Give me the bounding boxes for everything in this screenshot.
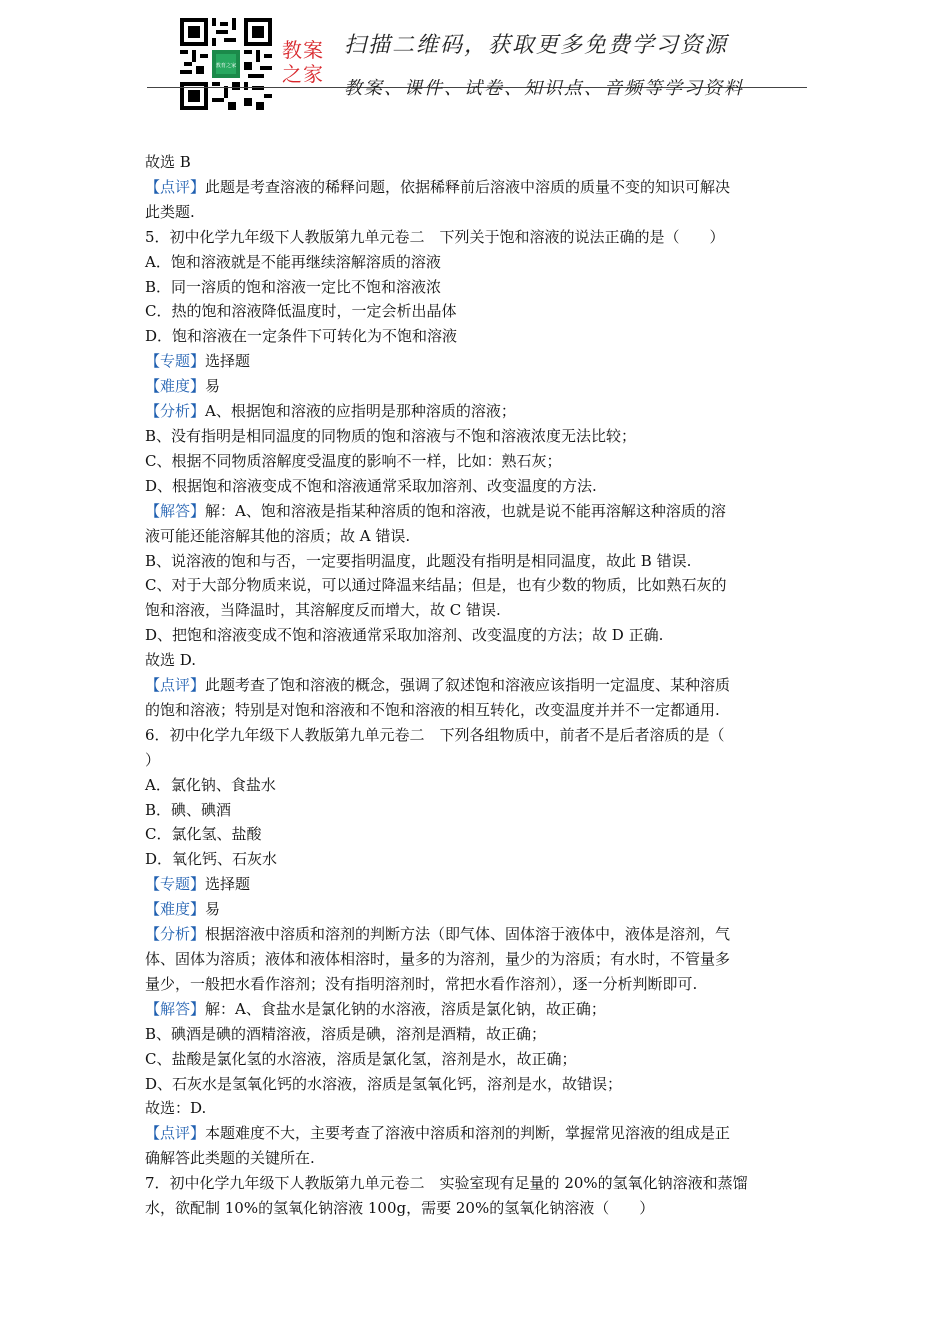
- text-line: [145, 947, 810, 972]
- text-line: [145, 499, 810, 524]
- line-text: 液可能还能溶解其他的溶质；故 A 错误.: [145, 526, 411, 545]
- text-line: [145, 250, 810, 275]
- line-text: 的饱和溶液；特别是对饱和溶液和不饱和溶液的相互转化，改变温度并并不一定都通用.: [145, 700, 720, 719]
- qr-label: 教育之家: [215, 62, 237, 69]
- line-text: B、碘酒是碘的酒精溶液，溶质是碘，溶剂是酒精，故正确；: [145, 1024, 547, 1043]
- text-line: [145, 648, 810, 673]
- text-line: [145, 449, 810, 474]
- line-text: 选择题: [205, 352, 251, 371]
- line-text: 易: [205, 377, 221, 396]
- line-text: B、没有指明是相同温度的同物质的饱和溶液与不饱和溶液浓度无法比较；: [145, 426, 637, 445]
- text-line: [145, 175, 810, 200]
- line-text: 故选：D.: [145, 1099, 207, 1118]
- section-tag: 【专题】: [145, 875, 206, 894]
- text-line: [145, 723, 810, 748]
- section-tag: 【分析】: [145, 925, 206, 944]
- line-text: D．氧化钙、石灰水: [145, 850, 278, 869]
- section-tag: 【点评】: [145, 1124, 206, 1143]
- header-banner: [0, 0, 950, 135]
- text-line: [145, 549, 810, 574]
- line-text: 此类题.: [145, 202, 195, 221]
- text-line: [145, 822, 810, 847]
- line-text: D、根据饱和溶液变成不饱和溶液通常采取加溶剂、改变温度的方法.: [145, 476, 597, 495]
- text-line: [145, 1196, 810, 1221]
- line-text: B、说溶液的饱和与否，一定要指明温度，此题没有指明是相同温度，故此 B 错误.: [145, 551, 692, 570]
- text-line: [145, 1121, 810, 1146]
- text-line: [145, 897, 810, 922]
- document-body: [145, 150, 810, 1221]
- slogan-subtitle: 教案、课件、试卷、知识点、音频等学习资料: [344, 78, 744, 99]
- line-text: 此题考查了饱和溶液的概念，强调了叙述饱和溶液应该指明一定温度、某种溶质: [205, 676, 731, 695]
- text-line: [145, 1146, 810, 1171]
- text-line: [145, 299, 810, 324]
- section-tag: 【点评】: [145, 177, 206, 196]
- logo: [282, 38, 338, 86]
- section-tag: 【点评】: [145, 676, 206, 695]
- text-line: [145, 275, 810, 300]
- line-text: 确解答此类题的关键所在.: [145, 1149, 315, 1168]
- line-text: ）: [145, 750, 161, 769]
- section-tag: 【分析】: [145, 402, 206, 421]
- line-text: 选择题: [205, 875, 251, 894]
- line-text: 量少，一般把水看作溶剂；没有指明溶剂时，常把水看作溶剂），逐一分析判断即可.: [145, 974, 698, 993]
- line-text: D、把饱和溶液变成不饱和溶液通常采取加溶剂、改变温度的方法；故 D 正确.: [145, 626, 664, 645]
- line-text: C、对于大部分物质来说，可以通过降温来结晶；但是，也有少数的物质，比如熟石灰的: [145, 576, 727, 595]
- text-line: [145, 1047, 810, 1072]
- text-line: [145, 150, 810, 175]
- text-line: [145, 1072, 810, 1097]
- line-text: 7．初中化学九年级下人教版第九单元卷二 实验室现有足量的 20%的氢氧化钠溶液和蒸馏: [145, 1174, 748, 1193]
- line-text: D．饱和溶液在一定条件下可转化为不饱和溶液: [145, 327, 458, 346]
- line-text: B．碘、碘酒: [145, 800, 232, 819]
- line-text: 饱和溶液，当降温时，其溶解度反而增大，故 C 错误.: [145, 601, 501, 620]
- logo-bottom: 之家: [282, 62, 324, 86]
- text-line: [145, 847, 810, 872]
- text-line: [145, 997, 810, 1022]
- qr-code-icon: [180, 18, 272, 110]
- text-line: [145, 1096, 810, 1121]
- line-text: C、根据不同物质溶解度受温度的影响不一样，比如：熟石灰；: [145, 451, 562, 470]
- line-text: 本题难度不大，主要考查了溶液中溶质和溶剂的判断，掌握常见溶液的组成是正: [205, 1124, 731, 1143]
- text-line: [145, 623, 810, 648]
- line-text: 体、固体为溶质；液体和液体相溶时，量多的为溶剂，量少的为溶质；有水时，不管量多: [145, 950, 731, 968]
- text-line: [145, 972, 810, 997]
- text-line: [145, 424, 810, 449]
- line-text: 易: [205, 900, 221, 919]
- text-line: [145, 798, 810, 823]
- text-line: [145, 922, 810, 947]
- text-line: [145, 349, 810, 374]
- text-line: [145, 1022, 810, 1047]
- section-tag: 【难度】: [145, 900, 206, 919]
- text-line: [145, 573, 810, 598]
- text-line: [145, 872, 810, 897]
- line-text: A．氯化钠、食盐水: [145, 775, 276, 794]
- line-text: 解：A、食盐水是氯化钠的水溶液，溶质是氯化钠，故正确；: [205, 999, 606, 1018]
- line-text: D、石灰水是氢氧化钙的水溶液，溶质是氢氧化钙，溶剂是水，故错误；: [145, 1074, 623, 1093]
- text-line: [145, 324, 810, 349]
- text-line: [145, 673, 810, 698]
- line-text: 根据溶液中溶质和溶剂的判断方法（即气体、固体溶于液体中，液体是溶剂，气: [205, 925, 731, 944]
- line-text: A、根据饱和溶液的应指明是那种溶质的溶液；: [205, 402, 516, 421]
- line-text: 6．初中化学九年级下人教版第九单元卷二 下列各组物质中，前者不是后者溶质的是（: [145, 725, 725, 744]
- section-tag: 【专题】: [145, 352, 206, 371]
- line-text: 故选 D.: [145, 651, 197, 670]
- text-line: [145, 598, 810, 623]
- text-line: [145, 698, 810, 723]
- line-text: C．热的饱和溶液降低温度时，一定会析出晶体: [145, 302, 457, 321]
- line-text: 此题是考查溶液的稀释问题，依据稀释前后溶液中溶质的质量不变的知识可解决: [205, 177, 731, 196]
- text-line: [145, 1171, 810, 1196]
- text-line: [145, 225, 810, 250]
- text-line: [145, 399, 810, 424]
- text-line: [145, 524, 810, 549]
- line-text: 故选 B: [145, 153, 191, 171]
- slogan: 扫描二维码，获取更多免费学习资源: [344, 33, 729, 58]
- logo-top: 教案: [282, 38, 324, 62]
- line-text: C．氯化氢、盐酸: [145, 825, 262, 844]
- section-tag: 【解答】: [145, 999, 206, 1018]
- section-tag: 【难度】: [145, 377, 206, 396]
- text-line: [145, 374, 810, 399]
- text-line: [145, 773, 810, 798]
- section-tag: 【解答】: [145, 501, 206, 520]
- line-text: C、盐酸是氯化氢的水溶液，溶质是氯化氢，溶剂是水，故正确；: [145, 1049, 577, 1068]
- text-line: [145, 748, 810, 773]
- text-line: [145, 200, 810, 225]
- line-text: A．饱和溶液就是不能再继续溶解溶质的溶液: [145, 252, 441, 271]
- line-text: B．同一溶质的饱和溶液一定比不饱和溶液浓: [145, 277, 442, 296]
- line-text: 水，欲配制 10%的氢氧化钠溶液 100g，需要 20%的氢氧化钠溶液（ ）: [145, 1199, 655, 1218]
- text-line: [145, 474, 810, 499]
- line-text: 5．初中化学九年级下人教版第九单元卷二 下列关于饱和溶液的说法正确的是（ ）: [145, 227, 725, 246]
- line-text: 解：A、饱和溶液是指某种溶质的饱和溶液，也就是说不能再溶解这种溶质的溶: [205, 501, 726, 520]
